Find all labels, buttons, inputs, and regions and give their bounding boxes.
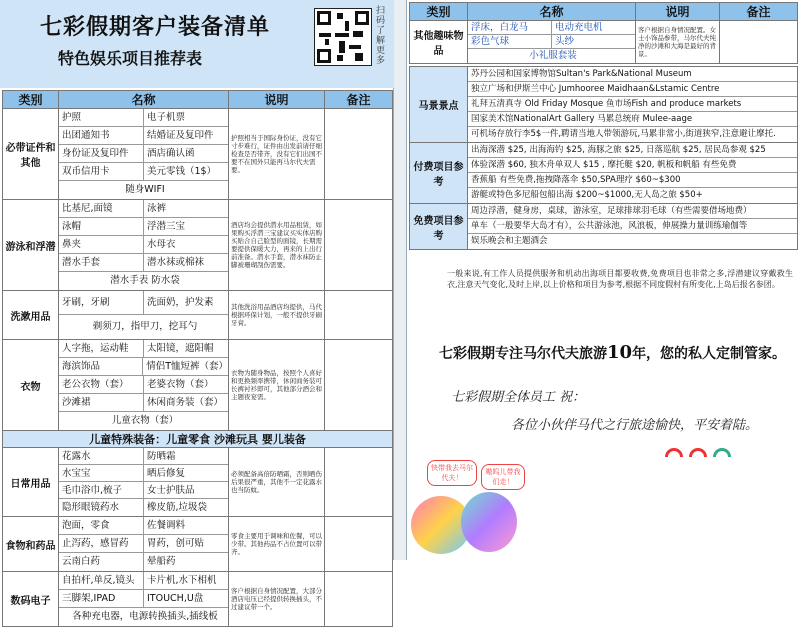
- handwritten-wish: 各位小伙伴马代之行旅途愉快，平安着陆。: [511, 418, 759, 433]
- list-item: 头纱: [551, 35, 635, 48]
- slogan-number: 10: [607, 342, 633, 363]
- list-item: 儿童衣物（套）: [111, 415, 179, 426]
- description-cell: 护照相当于国际身份证，没有它寸步难行，证件由出发前请仔细检查是否带齐，没有它们出国不要不在国外只能再马尔代夫需要。: [229, 109, 325, 200]
- list-item: 比基尼,面镜: [62, 203, 113, 214]
- table-row: [3, 517, 393, 572]
- header-remark: 备注: [720, 3, 798, 21]
- list-item: 电动充电机: [551, 21, 635, 34]
- equipment-table: [2, 90, 393, 627]
- category-cell: 洗漱用品: [3, 291, 59, 340]
- general-note: 一般来说,有工作人员提供服务和机动出海项目都要收费,免费项目也非常之多,浮潜建议穿戴救生衣,注意天气变化,及时上岸,以上价格和项目为参考,根据不同度假村有所变化,上岛后报名参团。: [447, 269, 793, 289]
- names-cell: [59, 200, 229, 291]
- rainbow-icon: [713, 448, 731, 457]
- list-item: 花露水: [62, 451, 91, 462]
- category-cell: 日常用品: [3, 448, 59, 517]
- description-cell: 客户根据自身情况配置，大部分酒店电压已经提供转换插头，不过建议带一个。: [229, 572, 325, 627]
- list-item: 老公衣物（套）: [62, 379, 129, 390]
- left-header: [0, 0, 394, 88]
- remark-cell: [325, 109, 393, 200]
- remark-cell: [325, 448, 393, 517]
- description-cell: 衣物为随身物品，按照个人喜好和更换频率携带，休闲商务装可长裤衬衫即可，其他部分酒会和主题夜宴需。: [229, 340, 325, 431]
- names-cell: [59, 109, 229, 200]
- category-cell: 必带证件和其他: [3, 109, 59, 200]
- list-item: 酒店确认函: [143, 145, 228, 162]
- rainbow-icon: [665, 448, 683, 457]
- list-item: 身份证及复印件: [62, 148, 129, 159]
- names-cell: [59, 291, 229, 340]
- list-item: 海滨饰品: [62, 361, 101, 372]
- activities-table-2: [409, 66, 798, 250]
- table-row-paid: [410, 143, 798, 204]
- fun-remark: [720, 21, 798, 64]
- table-row-sights: [410, 67, 798, 143]
- header-name: 名称: [59, 91, 229, 109]
- fun-desc: 客户根据自身情况配置。女士小饰品参带，马尔代夫纯净的沙滩和大海是最好的背景。: [636, 21, 720, 64]
- category-cell: 数码电子: [3, 572, 59, 627]
- remark-cell: [325, 572, 393, 627]
- list-item: 出海深潜 $25, 出海海钓 $25, 海豚之旅 $25, 日落巡航 $25, 居民岛参观 $25: [468, 143, 797, 158]
- list-item: 剃须刀，指甲刀，挖耳勺: [92, 321, 198, 332]
- bird-mascot-icon: [461, 492, 517, 552]
- list-item: 小礼服套装: [529, 50, 577, 61]
- list-item: 电子机票: [143, 109, 228, 126]
- table-row: [3, 448, 393, 517]
- remark-cell: [325, 517, 393, 572]
- speech-bubble-2: 嗷呜儿带我们走！: [481, 464, 525, 490]
- list-item: 卡片机,水下相机: [143, 572, 228, 589]
- qr-caption: 扫码了解更多: [376, 6, 386, 66]
- speech-bubble-1: 快带我去马尔代夫！: [427, 460, 477, 486]
- free-list: [468, 204, 798, 250]
- list-item: 三脚架,IPAD: [62, 593, 116, 604]
- list-item: 老婆衣物（套）: [143, 376, 228, 393]
- table-row: [3, 572, 393, 627]
- list-item: 水母衣: [143, 236, 228, 253]
- category-paid: 付费项目参考: [410, 143, 468, 204]
- list-item: 防晒霜: [143, 448, 228, 464]
- header-category: 类别: [410, 3, 468, 21]
- table-row: [3, 109, 393, 200]
- list-item: 浮潜三宝: [143, 218, 228, 235]
- table-header: [3, 91, 393, 109]
- list-item: 毛巾浴巾,梳子: [62, 485, 123, 496]
- list-item: 随身WIFI: [125, 184, 165, 195]
- header-remark: 备注: [325, 91, 393, 109]
- table-row-fun: [410, 21, 798, 64]
- list-item: 泳裤: [143, 200, 228, 217]
- list-item: 国家美术馆NationalArt Gallery 马累总统府 Mulee-aage: [468, 112, 797, 127]
- list-item: 美元零钱（1$）: [143, 163, 228, 180]
- rainbow-icon: [689, 448, 707, 457]
- names-cell: [59, 517, 229, 572]
- category-sights: 马景景点: [410, 67, 468, 143]
- remark-cell: [325, 200, 393, 291]
- handwritten-greeting: 七彩假期全体员工 祝：: [451, 390, 586, 405]
- list-item: 彩色气球: [471, 36, 510, 47]
- names-cell: [59, 340, 229, 431]
- list-item: 止泻药，感冒药: [62, 538, 129, 549]
- list-item: 洗面奶，护发素: [143, 291, 228, 314]
- list-item: 泡面，零食: [62, 520, 110, 531]
- list-item: 云南白药: [62, 556, 101, 567]
- category-cell: 衣物: [3, 340, 59, 431]
- list-item: 潜水手表 防水袋: [110, 275, 180, 286]
- list-item: 晒后修复: [143, 465, 228, 481]
- names-cell: [59, 448, 229, 517]
- table-row: [3, 200, 393, 291]
- list-item: 可机场存放行李5$一件,聘请当地人带领游玩,马累非常小,街道狭窄,注意避让摩托.: [471, 129, 776, 139]
- header-name: 名称: [468, 3, 636, 21]
- names-cell: [59, 572, 229, 627]
- list-item: 牙刷，牙刷: [62, 297, 110, 308]
- list-item: 独立广场和伊斯兰中心 Jumhooree Maidhaan&Lstamic Centre: [468, 82, 797, 97]
- description-cell: 其他洗浴用品酒店均提供，马代根据环保计划，一般不提供牙刷牙膏。: [229, 291, 325, 340]
- list-item: 护照: [62, 112, 82, 123]
- table-row: [3, 291, 393, 340]
- list-item: 自拍杆,单反,镜头: [62, 575, 135, 586]
- list-item: 浮床，白龙马: [471, 22, 529, 33]
- list-item: 单车（一般要华大岛才有），公共游泳池，风浪板，伸展操力量训练瑜伽等: [468, 219, 797, 234]
- list-item: 礼拜五清真寺 Old Friday Mosque 鱼市场Fish and produce markets: [468, 97, 797, 112]
- list-item: 女士护肤品: [143, 482, 228, 498]
- list-item: 沙滩裙: [62, 397, 91, 408]
- header-category: 类别: [3, 91, 59, 109]
- paid-list: [468, 143, 798, 204]
- header-desc: 说明: [636, 3, 720, 21]
- children-gear-band: [3, 431, 393, 448]
- header-desc: 说明: [229, 91, 325, 109]
- list-item: 香蕉船 有些免费,拖拽降落伞 $50,SPA理疗 $60~$300: [468, 173, 797, 188]
- list-item: 潜水手套: [62, 257, 101, 268]
- list-item: 各种充电器，电源转换插头,插线板: [72, 611, 218, 622]
- list-item: 泳帽: [62, 221, 82, 232]
- list-item: 隐形眼镜药水: [62, 502, 120, 513]
- activities-table: [409, 2, 798, 64]
- list-item: 结婚证及复印件: [143, 127, 228, 144]
- list-item: 情侣T恤短裤（套）: [142, 358, 228, 375]
- fun-names: [468, 21, 636, 64]
- slogan-text-a: 七彩假期专注马尔代夫旅游: [439, 346, 607, 362]
- list-item: 橡皮筋,垃圾袋: [143, 499, 228, 516]
- remark-cell: [325, 340, 393, 431]
- sights-list: [468, 67, 798, 143]
- list-item: 佐餐调料: [143, 517, 228, 534]
- list-item: 水宝宝: [62, 468, 91, 479]
- list-item: 体验深潜 $60, 独木舟单双人 $15 , 摩托艇 $20, 帆板和帆船 有些免费: [468, 158, 797, 173]
- page-gutter: [394, 0, 406, 560]
- list-item: ITOUCH,U盘: [143, 590, 228, 607]
- category-cell: 食物和药品: [3, 517, 59, 572]
- remark-cell: [325, 291, 393, 340]
- slogan-text-b: 年，您的私人定制管家。: [632, 346, 787, 362]
- list-item: 出团通知书: [62, 130, 110, 141]
- category-free: 免费项目参考: [410, 204, 468, 250]
- list-item: 晕船药: [143, 553, 228, 571]
- page-subtitle: 特色娱乐项目推荐表: [58, 49, 203, 68]
- slogan: [439, 342, 786, 363]
- list-item: 周边浮潜，健身房，桌球，游泳室，足球排球羽毛球（有些需要借场地费）: [468, 204, 797, 219]
- list-item: 潜水袜或棉袜: [143, 254, 228, 271]
- right-page: [406, 0, 800, 560]
- table-row: [3, 340, 393, 431]
- left-page: [0, 0, 394, 622]
- list-item: 人字拖，运动鞋: [62, 343, 129, 354]
- list-item: 鼻夹: [62, 239, 82, 250]
- band-text: 儿童特殊装备：儿童零食 沙滩玩具 婴儿装备: [3, 431, 393, 448]
- category-fun: 其他趣味物品: [410, 21, 468, 64]
- list-item: 休闲商务装（套）: [143, 394, 228, 411]
- category-cell: 游泳和浮潜: [3, 200, 59, 291]
- page-title: 七彩假期客户装备清单: [40, 15, 271, 40]
- qr-code[interactable]: [314, 8, 372, 66]
- list-item: 游艇或特色多尼船包船出海 $200~$1000,无人岛之旅 $50+: [471, 190, 703, 200]
- table-header: [410, 3, 798, 21]
- table-row-free: [410, 204, 798, 250]
- list-item: 太阳镜，遮阳帽: [143, 340, 228, 357]
- description-cell: 酒店均会提供潜水用品租赁，如果购买浮潜三宝建议买实体店购买贴合自己脸型的面镜，长期需要提供保暖大力，再来的上出行前准备。潜水手套，潜水袜防止脚被珊瑚刮伤需要。: [229, 200, 325, 291]
- list-item: 胃药，创可贴: [143, 535, 228, 552]
- list-item: 娱乐晚会和主题酒会: [471, 236, 548, 246]
- list-item: 双币信用卡: [62, 166, 110, 177]
- list-item: 苏丹公园和国家博物馆Sultan's Park&National Museum: [468, 67, 797, 82]
- description-cell: 零食主要用于调味和佐餐，可以少带。其他药品不占位置可以带齐。: [229, 517, 325, 572]
- description-cell: 必须配备高倍防晒霜，否则晒伤后果很严重，其他不一定花露水也当防蚊。: [229, 448, 325, 517]
